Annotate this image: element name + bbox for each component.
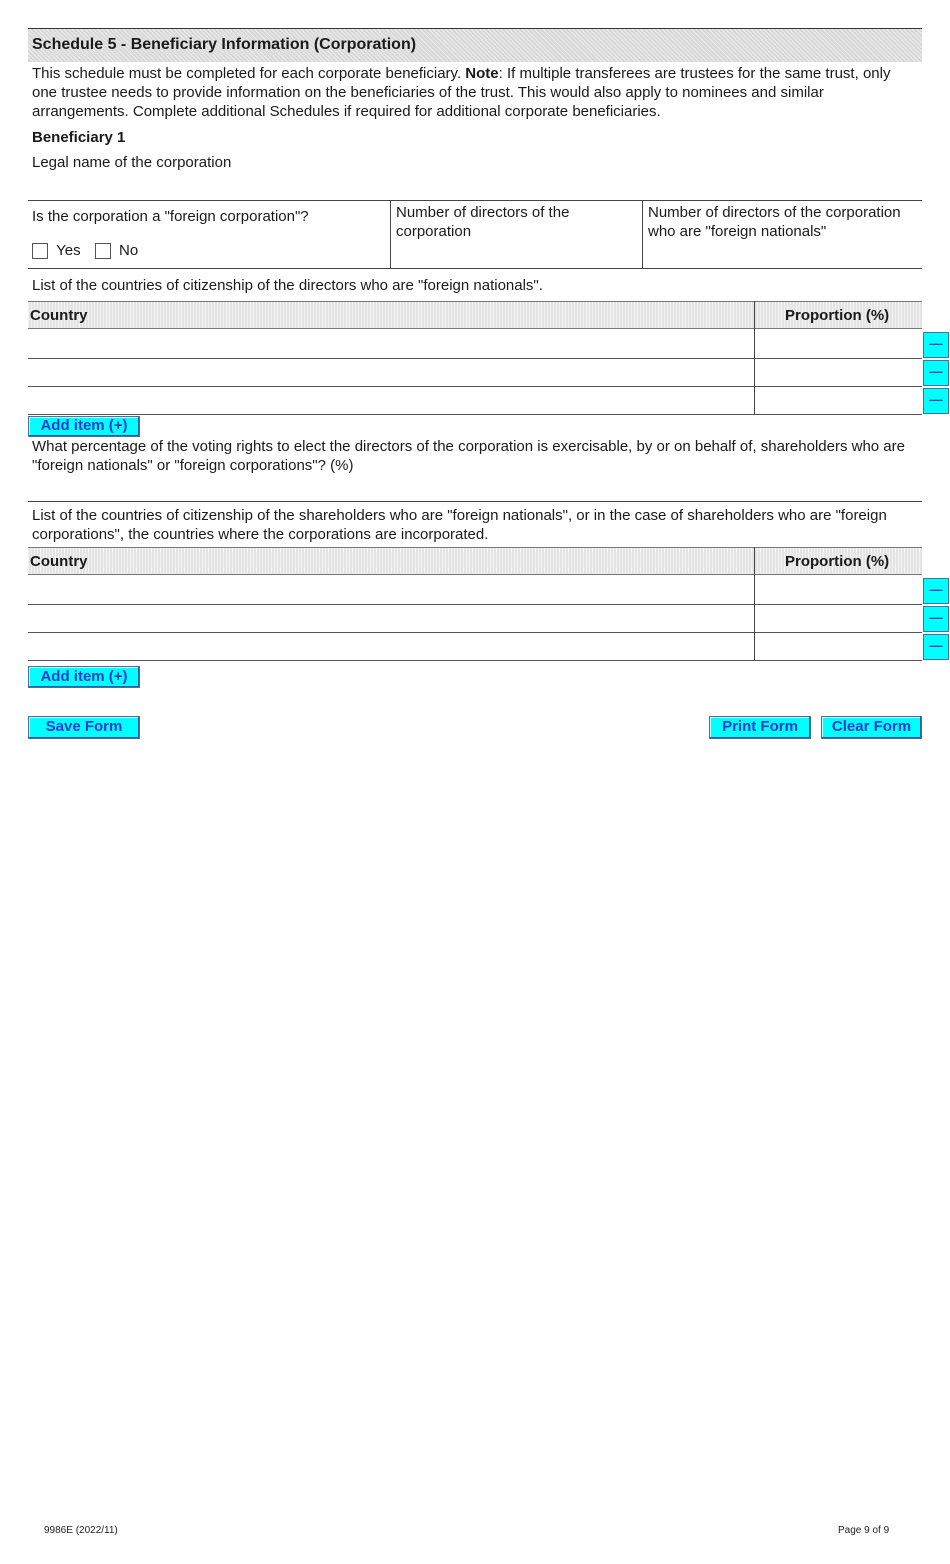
- column-header-country: Country: [30, 553, 88, 570]
- yes-label: Yes: [56, 242, 81, 259]
- foreign-corporation-options: [32, 241, 138, 260]
- legal-name-label: Legal name of the corporation: [32, 154, 232, 171]
- directors-proportion-input[interactable]: [755, 387, 922, 415]
- intro-text-continued: : If multiple transferees are trustees for the same trust, only one trustee needs to provide information on the beneficiaries of the trust. This would also apply to nominees and similar arrangements. Complete additional Schedules if required for additional corporate beneficiaries.: [32, 65, 891, 120]
- shareholders-country-input[interactable]: [28, 633, 754, 661]
- voting-rights-question: What percentage of the voting rights to elect the directors of the corporation is exercisable, by or on behalf of, shareholders who are "foreign nationals" or "foreign corporations"? (%): [32, 438, 905, 474]
- directors-add-item-button[interactable]: Add item (+): [28, 416, 140, 437]
- column-header-proportion: Proportion (%): [785, 553, 890, 570]
- directors-country-input[interactable]: [28, 359, 754, 387]
- remove-row-button[interactable]: —: [923, 578, 949, 604]
- directors-country-input[interactable]: [28, 387, 754, 415]
- intro-note-label: Note: [465, 65, 499, 82]
- remove-row-button[interactable]: —: [923, 332, 949, 358]
- directors-proportion-input[interactable]: [755, 359, 922, 387]
- shareholders-table-caption: List of the countries of citizenship of the shareholders who are "foreign nationals", or in the case of shareholders who are "foreign corporations", the countries where the corporations are incorporated.: [32, 507, 887, 543]
- shareholders-proportion-input[interactable]: [755, 633, 922, 661]
- voting-rights-input[interactable]: [30, 478, 920, 500]
- legal-name-input[interactable]: [30, 174, 920, 198]
- schedule-title: Schedule 5 - Beneficiary Information (Corporation): [32, 36, 417, 53]
- directors-table-caption: List of the countries of citizenship of the directors who are "foreign nationals".: [32, 277, 543, 294]
- directors-proportion-input[interactable]: [755, 331, 922, 359]
- directors-table-header: [28, 301, 922, 329]
- shareholders-country-input[interactable]: [28, 577, 754, 605]
- intro-text: This schedule must be completed for each corporate beneficiary.: [32, 65, 466, 82]
- shareholders-add-item-button[interactable]: Add item (+): [28, 666, 140, 688]
- clear-form-button[interactable]: Clear Form: [821, 716, 922, 739]
- num-directors-label: Number of directors of the corporation: [396, 204, 570, 240]
- num-foreign-directors-label: Number of directors of the corporation who are "foreign nationals": [648, 204, 901, 240]
- schedule-header: [28, 28, 922, 62]
- print-form-button[interactable]: Print Form: [709, 716, 811, 739]
- remove-row-button[interactable]: —: [923, 360, 949, 386]
- num-directors-input[interactable]: [393, 244, 639, 266]
- save-form-button[interactable]: Save Form: [28, 716, 140, 739]
- column-header-proportion: Proportion (%): [785, 307, 890, 324]
- beneficiary-heading: Beneficiary 1: [32, 129, 126, 146]
- divider: [642, 200, 643, 268]
- num-foreign-directors-input[interactable]: [645, 244, 920, 266]
- column-header-country: Country: [30, 307, 88, 324]
- remove-row-button[interactable]: —: [923, 634, 949, 660]
- form-code: 9986E (2022/11): [44, 1525, 118, 1536]
- schedule-intro: [32, 64, 916, 121]
- directors-country-input[interactable]: [28, 331, 754, 359]
- shareholders-proportion-input[interactable]: [755, 577, 922, 605]
- divider: [28, 200, 922, 201]
- shareholders-country-input[interactable]: [28, 605, 754, 633]
- no-checkbox[interactable]: [95, 243, 111, 259]
- divider: [390, 200, 391, 268]
- page-number: Page 9 of 9: [838, 1525, 890, 1536]
- divider: [28, 501, 922, 502]
- shareholders-proportion-input[interactable]: [755, 605, 922, 633]
- yes-checkbox[interactable]: [32, 243, 48, 259]
- shareholders-table-header: [28, 547, 922, 575]
- remove-row-button[interactable]: —: [923, 606, 949, 632]
- remove-row-button[interactable]: —: [923, 388, 949, 414]
- divider: [28, 268, 922, 269]
- foreign-corporation-question: Is the corporation a "foreign corporation"?: [32, 208, 309, 225]
- no-label: No: [119, 242, 139, 259]
